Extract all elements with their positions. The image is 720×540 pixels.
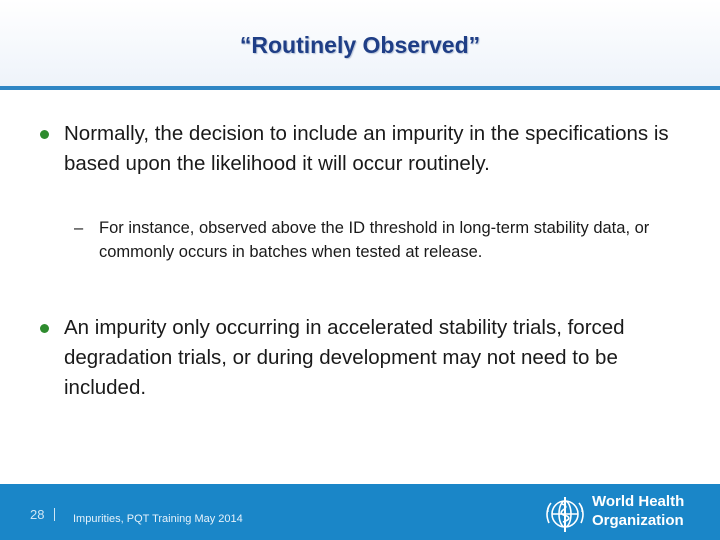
dash-bullet-icon: – bbox=[74, 219, 84, 237]
title-divider bbox=[0, 86, 720, 90]
bullet-text-2: An impurity only occurring in accelerated stability trials, forced degradation trials, or during development may not need to be included. bbox=[64, 316, 625, 399]
who-logo-text bbox=[592, 492, 716, 530]
bullet-item-2 bbox=[40, 313, 690, 403]
sub-bullet-item-1 bbox=[74, 216, 674, 264]
who-logo-line-2: Organization bbox=[592, 512, 684, 529]
slide-title: “Routinely Observed” bbox=[239, 32, 481, 58]
footer-caption: Impurities, PQT Training May 2014 bbox=[73, 513, 243, 525]
bullet-dot-icon bbox=[40, 324, 49, 333]
bullet-dot-icon bbox=[40, 130, 49, 139]
sub-bullet-text-1: For instance, observed above the ID threshold in long-term stability data, or commonly occurs in batches when tested at release. bbox=[99, 219, 650, 261]
page-number: 28 bbox=[30, 507, 45, 522]
who-emblem-icon bbox=[542, 494, 588, 534]
bullet-text-1: Normally, the decision to include an impurity in the specifications is based upon the likelihood it will occur routinely. bbox=[64, 122, 669, 175]
footer-separator bbox=[54, 508, 55, 521]
bullet-item-1 bbox=[40, 119, 690, 179]
who-logo-line-1: World Health bbox=[592, 493, 685, 510]
